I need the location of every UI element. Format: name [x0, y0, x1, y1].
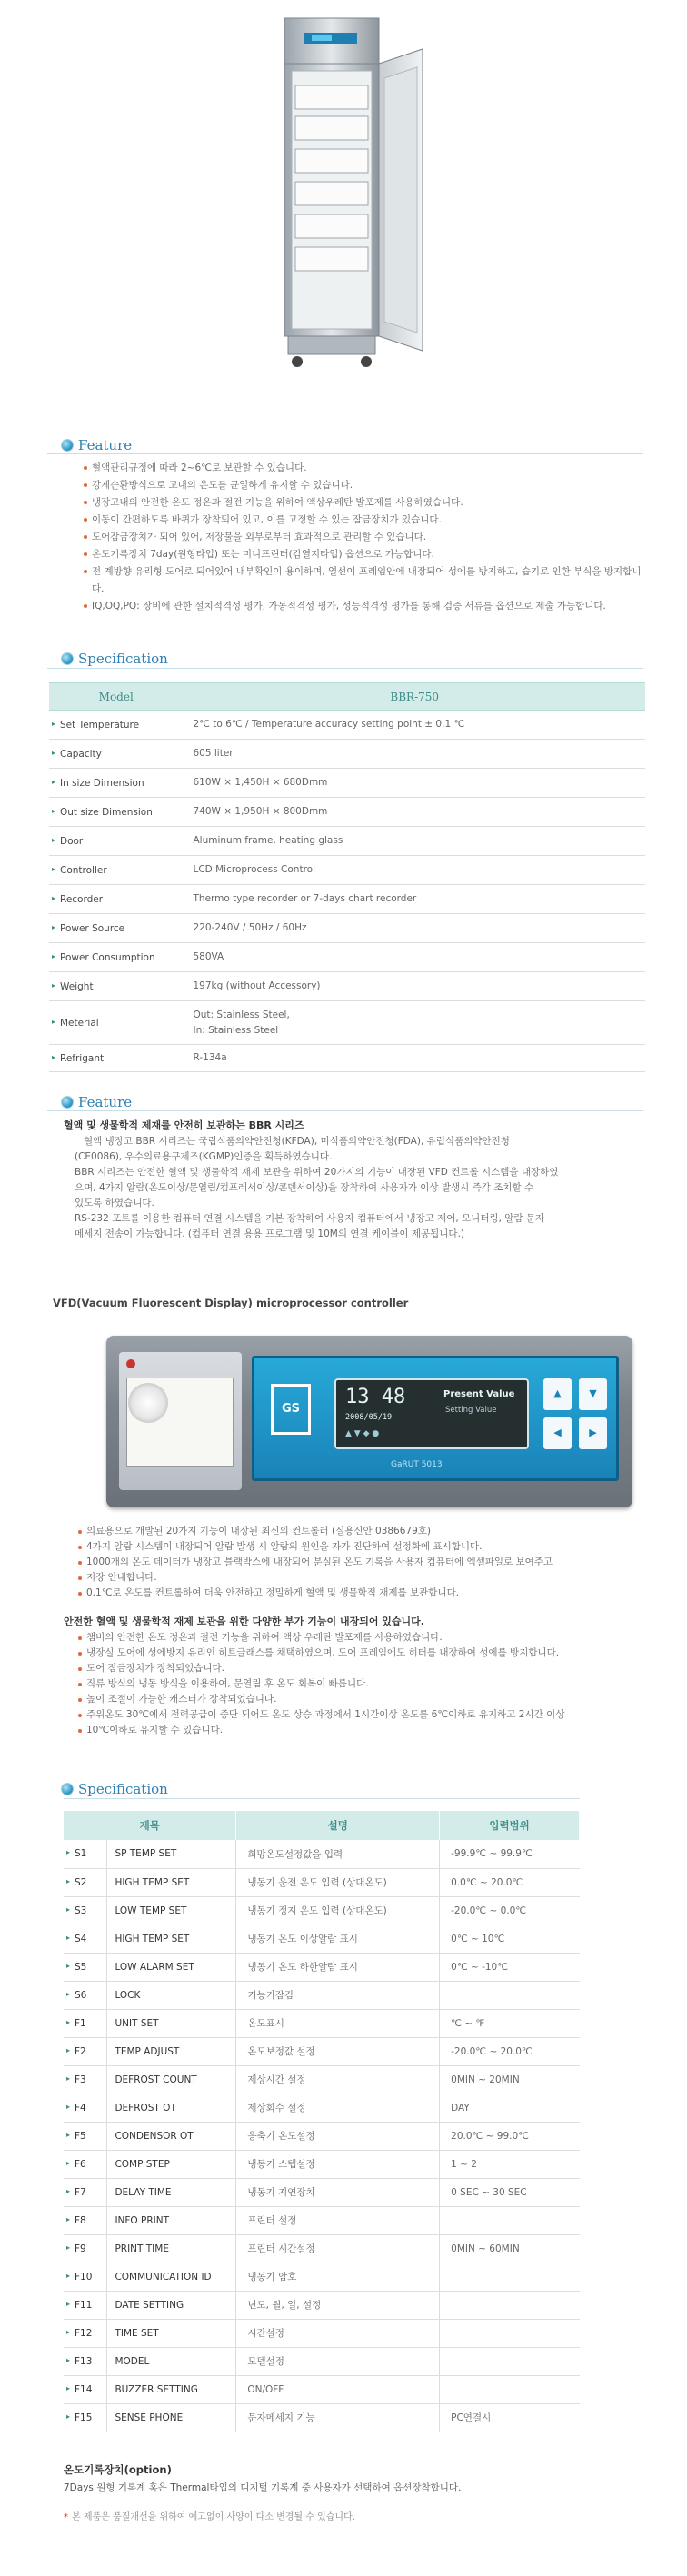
table-row [64, 2291, 580, 2319]
setting-code: ▸ F9 [64, 2234, 107, 2263]
section-bullet-icon [62, 653, 73, 664]
table-row [64, 2178, 580, 2206]
table-row [64, 1868, 580, 1896]
setting-name: INFO PRINT [107, 2206, 236, 2234]
setting-description: 냉동기 정지 온도 입력 (상대온도) [236, 1896, 440, 1925]
spec-value: 740W × 1,950H × 800Dmm [184, 798, 645, 827]
spec-header-label: Model [49, 683, 184, 711]
setting-description: 온도표시 [236, 2009, 440, 2037]
list-continuation: 10℃이하로 유지할 수 있습니다. [86, 1725, 224, 1736]
setting-name: COMP STEP [107, 2150, 236, 2178]
section-divider [64, 1798, 580, 1799]
list-item: 도어 잠금장치가 장착되었습니다. [78, 1661, 642, 1676]
setting-range: 1 ~ 2 [440, 2150, 580, 2178]
header-description: 설명 [236, 1811, 440, 1840]
table-row [64, 1953, 580, 1981]
setting-code: ▸ S4 [64, 1925, 107, 1953]
setting-description: 냉동기 스텝설정 [236, 2150, 440, 2178]
setting-code: ▸ F7 [64, 2178, 107, 2206]
setting-name: HIGH TEMP SET [107, 1925, 236, 1953]
setting-description: 냉동기 온도 이상알람 표시 [236, 1925, 440, 1953]
setting-name: COMMUNICATION ID [107, 2263, 236, 2291]
setting-code: ▸ F1 [64, 2009, 107, 2037]
spec-value: R-134a [184, 1045, 645, 1072]
feature-subheading-2: 안전한 혈액 및 생물학적 재제 보관을 위한 다양한 부가 기능이 내장되어 있습니다. [64, 1616, 424, 1627]
setting-name: PRINT TIME [107, 2234, 236, 2263]
list-item: 1000개의 온도 데이터가 냉장고 블랙박스에 내장되어 분실된 온도 기록을 사용자 컴퓨터에 엑셀파일로 보여주고 [78, 1555, 642, 1570]
setting-name: DELAY TIME [107, 2178, 236, 2206]
spec-value: Thermo type recorder or 7-days chart recorder [184, 885, 645, 914]
spec-value: Out: Stainless Steel, In: Stainless Steel [184, 1001, 645, 1045]
list-item: 강제순환방식으로 고내의 온도를 균일하게 유지할 수 있습니다. [84, 477, 647, 494]
lcd-display [334, 1378, 529, 1449]
paragraph-line: 혈액 냉장고 BBR 시리즈는 국립식품의약안전청(KFDA), 미식품의약안전청(FDA), 유럽식품의약안전청 [84, 1136, 510, 1147]
paragraph-line: 메세지 전송이 가능합니다. (컴퓨터 연결 용용 프로그램 및 10M의 연결 케이블이 제공됩니다.) [75, 1228, 465, 1239]
table-row [49, 1045, 645, 1072]
setting-code: ▸ S1 [64, 1840, 107, 1868]
spec-key: ▸ In size Dimension [49, 769, 184, 798]
table-row [64, 2037, 580, 2065]
table-row [64, 2319, 580, 2347]
list-item: 챔버의 안전한 온도 정온과 절전 기능을 위하여 액상 우레탄 발포제를 사용하였습니다. [78, 1630, 642, 1646]
setting-description: 제상회수 설정 [236, 2094, 440, 2122]
brand-logo-icon [126, 1359, 135, 1368]
section-bullet-icon [62, 1784, 73, 1795]
setting-range: 20.0℃ ~ 99.0℃ [440, 2122, 580, 2150]
list-item: 높이 조절이 가능한 캐스터가 장착되었습니다. [78, 1692, 642, 1707]
table-row [64, 1925, 580, 1953]
setting-description: 시간설정 [236, 2319, 440, 2347]
list-item: 0.1℃로 온도를 컨트롤하여 더욱 안전하고 정밀하게 혈액 및 생물학적 재제를 보관합니다. [78, 1586, 642, 1601]
spec-table-header [49, 683, 645, 711]
spec-key: ▸ Capacity [49, 740, 184, 769]
setting-description: 년도, 월, 일, 설정 [236, 2291, 440, 2319]
table-row [64, 2263, 580, 2291]
table-row [49, 885, 645, 914]
key-up-button: ▲ [543, 1378, 572, 1410]
table-row [49, 740, 645, 769]
lcd-status-icons: ▲ ▼ ◆ ● [345, 1429, 380, 1438]
setting-name: UNIT SET [107, 2009, 236, 2037]
setting-description: 응축기 온도설정 [236, 2122, 440, 2150]
paragraph-line: RS-232 포트를 이용한 컴퓨터 연결 시스템을 기본 장착하여 사용자 컴퓨터에서 냉장고 제어, 모니터링, 알람 문자 [75, 1213, 545, 1224]
key-right-button: ▶ [579, 1417, 607, 1449]
setting-description: 기능키잠김 [236, 1981, 440, 2009]
setting-name: DEFROST OT [107, 2094, 236, 2122]
section-bullet-icon [62, 440, 73, 451]
table-row [49, 1001, 645, 1045]
setting-range [440, 2347, 580, 2375]
list-item: 4가지 알람 시스템이 내장되어 알람 발생 시 알람의 원인을 자가 진단하여 설정화에 표시합니다. [78, 1539, 642, 1555]
table-row [64, 2009, 580, 2037]
setting-description: 프린터 설정 [236, 2206, 440, 2234]
setting-name: TIME SET [107, 2319, 236, 2347]
spec-table [49, 682, 645, 1072]
section-divider [47, 1110, 643, 1111]
vfd-controller-title: VFD(Vacuum Fluorescent Display) microprocessor controller [53, 1297, 409, 1309]
setting-name: SENSE PHONE [107, 2403, 236, 2432]
section-title: Feature [78, 437, 133, 453]
setting-code: ▸ F12 [64, 2319, 107, 2347]
spec-key: ▸ Power Consumption [49, 943, 184, 972]
setting-description: 희망온도설정값을 입력 [236, 1840, 440, 1868]
list-continuation: 저장 안내합니다. [86, 1572, 157, 1583]
section-divider [47, 668, 643, 669]
setting-name: BUZZER SETTING [107, 2375, 236, 2403]
feature-list [84, 460, 647, 615]
gs-logo: GS [271, 1384, 311, 1435]
list-item: IQ,OQ,PQ: 장비에 관한 설치적격성 평가, 가동적격성 평가, 성능적격성 평가를 통해 검증 서류를 옵션으로 제출 가능합니다. [84, 598, 647, 615]
spec-key: ▸ Controller [49, 856, 184, 885]
setting-name: MODEL [107, 2347, 236, 2375]
paper-roll-icon [128, 1383, 168, 1423]
setting-range: DAY [440, 2094, 580, 2122]
setting-name: DATE SETTING [107, 2291, 236, 2319]
setting-code: ▸ F15 [64, 2403, 107, 2432]
setting-code: ▸ S5 [64, 1953, 107, 1981]
setting-name: LOW TEMP SET [107, 1896, 236, 1925]
list-item-continued [78, 1570, 642, 1586]
setting-code: ▸ F8 [64, 2206, 107, 2234]
spec-key: ▸ Refrigant [49, 1045, 184, 1072]
setting-code: ▸ F13 [64, 2347, 107, 2375]
setting-range [440, 1981, 580, 2009]
setting-code: ▸ F10 [64, 2263, 107, 2291]
setting-description: 냉동기 운전 온도 입력 (상대온도) [236, 1868, 440, 1896]
spec-table-header [64, 1811, 580, 1840]
list-item: 이동이 간편하도록 바퀴가 장착되어 있고, 이를 고정할 수 있는 잠금장치가 있습니다. [84, 512, 647, 529]
key-down-button: ▼ [579, 1378, 607, 1410]
setting-name: SP TEMP SET [107, 1840, 236, 1868]
setting-name: LOCK [107, 1981, 236, 2009]
setting-name: LOW ALARM SET [107, 1953, 236, 1981]
table-row [49, 972, 645, 1001]
setting-description: 모델설정 [236, 2347, 440, 2375]
key-left-button: ◀ [543, 1417, 572, 1449]
feature-section-heading [62, 437, 132, 453]
setting-range: 0℃ ~ 10℃ [440, 1925, 580, 1953]
list-item: 온도기록장치 7day(원형타입) 또는 미니프린터(감열지타입) 옵션으로 가능합니다. [84, 546, 647, 563]
control-keys [543, 1378, 607, 1449]
table-row [64, 2234, 580, 2263]
setting-description: 냉동기 암호 [236, 2263, 440, 2291]
setting-name: HIGH TEMP SET [107, 1868, 236, 1896]
lcd-date: 2008/05/19 [345, 1413, 393, 1422]
lcd-setting-value: Setting Value [445, 1406, 497, 1415]
table-row [49, 856, 645, 885]
table-row [49, 711, 645, 740]
feature-section-heading-2 [62, 1094, 132, 1110]
table-row [64, 2065, 580, 2094]
spec-header-model: BBR-750 [184, 683, 645, 711]
setting-code: ▸ F4 [64, 2094, 107, 2122]
setting-description: 문자메세지 기능 [236, 2403, 440, 2432]
list-item: 전 계방향 유리형 도어로 되어있어 내부확인이 용이하며, 열선이 프레임안에 내장되어 성에를 방지하고, 습기로 인한 부식을 방지합니다. [84, 563, 647, 598]
setting-description: ON/OFF [236, 2375, 440, 2403]
spec-value: 2℃ to 6℃ / Temperature accuracy setting point ± 0.1 ℃ [184, 711, 645, 740]
setting-code: ▸ S2 [64, 1868, 107, 1896]
specification-section-heading-2 [62, 1781, 168, 1797]
paragraph-line: (CE0086), 우수의료용구제조(KGMP)인증을 획득하였습니다. [75, 1151, 333, 1162]
list-item: 직류 방식의 냉동 방식을 이용하여, 문열림 후 온도 회복이 빠릅니다. [78, 1676, 642, 1692]
setting-range [440, 2319, 580, 2347]
setting-code: ▸ F11 [64, 2291, 107, 2319]
list-item: 냉장실 도어에 성에방지 유리인 히트글래스를 채택하였으며, 도어 프레임에도 히터를 내장하여 성에를 방지합니다. [78, 1646, 642, 1661]
setting-range: 0MIN ~ 20MIN [440, 2065, 580, 2094]
setting-range: ℃ ~ ℉ [440, 2009, 580, 2037]
setting-code: ▸ F3 [64, 2065, 107, 2094]
feature-subheading: 혈액 및 생물학적 제재를 안전히 보관하는 BBR 시리즈 [64, 1119, 304, 1131]
table-row [49, 914, 645, 943]
section-title: Feature [78, 1094, 133, 1110]
table-row [64, 2206, 580, 2234]
table-row [64, 2403, 580, 2432]
spec-value: LCD Microprocess Control [184, 856, 645, 885]
list-item-continued [78, 1723, 642, 1738]
spec-key: ▸ Set Temperature [49, 711, 184, 740]
table-row [49, 798, 645, 827]
printer-unit [119, 1352, 242, 1490]
setting-code: ▸ F6 [64, 2150, 107, 2178]
table-row [64, 1981, 580, 2009]
specification-section-heading [62, 651, 168, 667]
refrigerator-product-image [268, 13, 432, 373]
setting-code: ▸ F2 [64, 2037, 107, 2065]
table-row [64, 1840, 580, 1868]
setting-range: PC연결시 [440, 2403, 580, 2432]
spec-value: 197kg (without Accessory) [184, 972, 645, 1001]
setting-range: 0MIN ~ 60MIN [440, 2234, 580, 2263]
option-title: 온도기록장치(option) [64, 2463, 172, 2476]
setting-description: 프린터 시간설정 [236, 2234, 440, 2263]
disclaimer-note: * 본 제품은 품질개선을 위하여 예고없이 사양이 다소 변경될 수 있습니다. [64, 2509, 355, 2522]
setting-description: 제상시간 설정 [236, 2065, 440, 2094]
control-panel [252, 1356, 619, 1481]
setting-range [440, 2291, 580, 2319]
spec-key: ▸ Weight [49, 972, 184, 1001]
setting-range: 0℃ ~ -10℃ [440, 1953, 580, 1981]
paragraph-line: 있도록 하였습니다. [75, 1198, 154, 1208]
setting-name: DEFROST COUNT [107, 2065, 236, 2094]
section-bullet-icon [62, 1097, 73, 1108]
controller-image [106, 1336, 632, 1507]
spec-value: Aluminum frame, heating glass [184, 827, 645, 856]
option-text: 7Days 원형 기록계 혹은 Thermal타입의 디지털 기록계 중 사용자가 선택하여 옵션장착합니다. [64, 2482, 462, 2493]
list-item: 혈액관리규정에 따라 2~6℃로 보관할 수 있습니다. [84, 460, 647, 477]
setting-code: ▸ F5 [64, 2122, 107, 2150]
setting-code: ▸ S6 [64, 1981, 107, 2009]
feature-paragraph [75, 1134, 647, 1242]
setting-code: ▸ F14 [64, 2375, 107, 2403]
table-row [49, 943, 645, 972]
setting-code: ▸ S3 [64, 1896, 107, 1925]
table-row [64, 2122, 580, 2150]
spec-key: ▸ Power Source [49, 914, 184, 943]
spec-key: ▸ Recorder [49, 885, 184, 914]
header-range: 입력범위 [440, 1811, 580, 1840]
lcd-present-value: Present Value [443, 1389, 515, 1399]
section-title: Specification [78, 1781, 168, 1797]
setting-description: 냉동기 지연장치 [236, 2178, 440, 2206]
spec-value: 605 liter [184, 740, 645, 769]
setting-range: 0.0℃ ~ 20.0℃ [440, 1868, 580, 1896]
table-row [64, 2094, 580, 2122]
table-row [49, 827, 645, 856]
spec-value: 580VA [184, 943, 645, 972]
list-item: 도어잠금장치가 되어 있어, 저장물을 외부로부터 효과적으로 관리할 수 있습니다. [84, 529, 647, 546]
setting-range: -20.0℃ ~ 0.0℃ [440, 1896, 580, 1925]
setting-range [440, 2206, 580, 2234]
spec-key: ▸ Door [49, 827, 184, 856]
list-item: 주위온도 30℃에서 전력공급이 중단 되어도 온도 상승 과정에서 1시간이상 온도를 6℃이하로 유지하고 2시간 이상 [78, 1707, 642, 1723]
setting-description: 냉동기 온도 하한알람 표시 [236, 1953, 440, 1981]
table-row [64, 1896, 580, 1925]
setting-name: CONDENSOR OT [107, 2122, 236, 2150]
controller-model-label: GaRUT 5013 [391, 1460, 443, 1469]
spec-value: 610W × 1,450H × 680Dmm [184, 769, 645, 798]
setting-description: 온도보정값 설정 [236, 2037, 440, 2065]
spec-key: ▸ Out size Dimension [49, 798, 184, 827]
spec-key: ▸ Meterial [49, 1001, 184, 1045]
table-row [64, 2375, 580, 2403]
additional-feature-list [78, 1630, 642, 1738]
section-title: Specification [78, 651, 168, 667]
paragraph-line: BBR 시리즈는 안전한 혈액 및 생물학적 재제 보관을 위하여 20가지의 기능이 내장된 VFD 컨트롤 시스템을 내장하였 [75, 1167, 559, 1178]
spec-value: 220-240V / 50Hz / 60Hz [184, 914, 645, 943]
table-row [49, 769, 645, 798]
controller-spec-table [64, 1811, 580, 2432]
controller-feature-list [78, 1524, 642, 1601]
section-divider [47, 453, 643, 454]
table-row [64, 2150, 580, 2178]
list-item: 의료용으로 개발된 20가지 기능이 내장된 최신의 컨트롤러 (실용신안 0386679호) [78, 1524, 642, 1539]
setting-range: 0 SEC ~ 30 SEC [440, 2178, 580, 2206]
lcd-time: 13 48 [345, 1386, 406, 1408]
paragraph-line: 으며, 4가지 알람(온도이상/문열림/컴프레서이상/콘덴서이상)을 장착하여 사용자가 이상 발생시 즉각 조치할 수 [75, 1182, 534, 1193]
setting-range: -20.0℃ ~ 20.0℃ [440, 2037, 580, 2065]
setting-range: -99.9℃ ~ 99.9℃ [440, 1840, 580, 1868]
list-item: 냉장고내의 안전한 온도 정온과 절전 기능을 위하여 액상우레탄 발포제를 사용하였습니다. [84, 494, 647, 512]
setting-name: TEMP ADJUST [107, 2037, 236, 2065]
setting-range [440, 2263, 580, 2291]
setting-range [440, 2375, 580, 2403]
table-row [64, 2347, 580, 2375]
header-title: 제목 [64, 1811, 236, 1840]
